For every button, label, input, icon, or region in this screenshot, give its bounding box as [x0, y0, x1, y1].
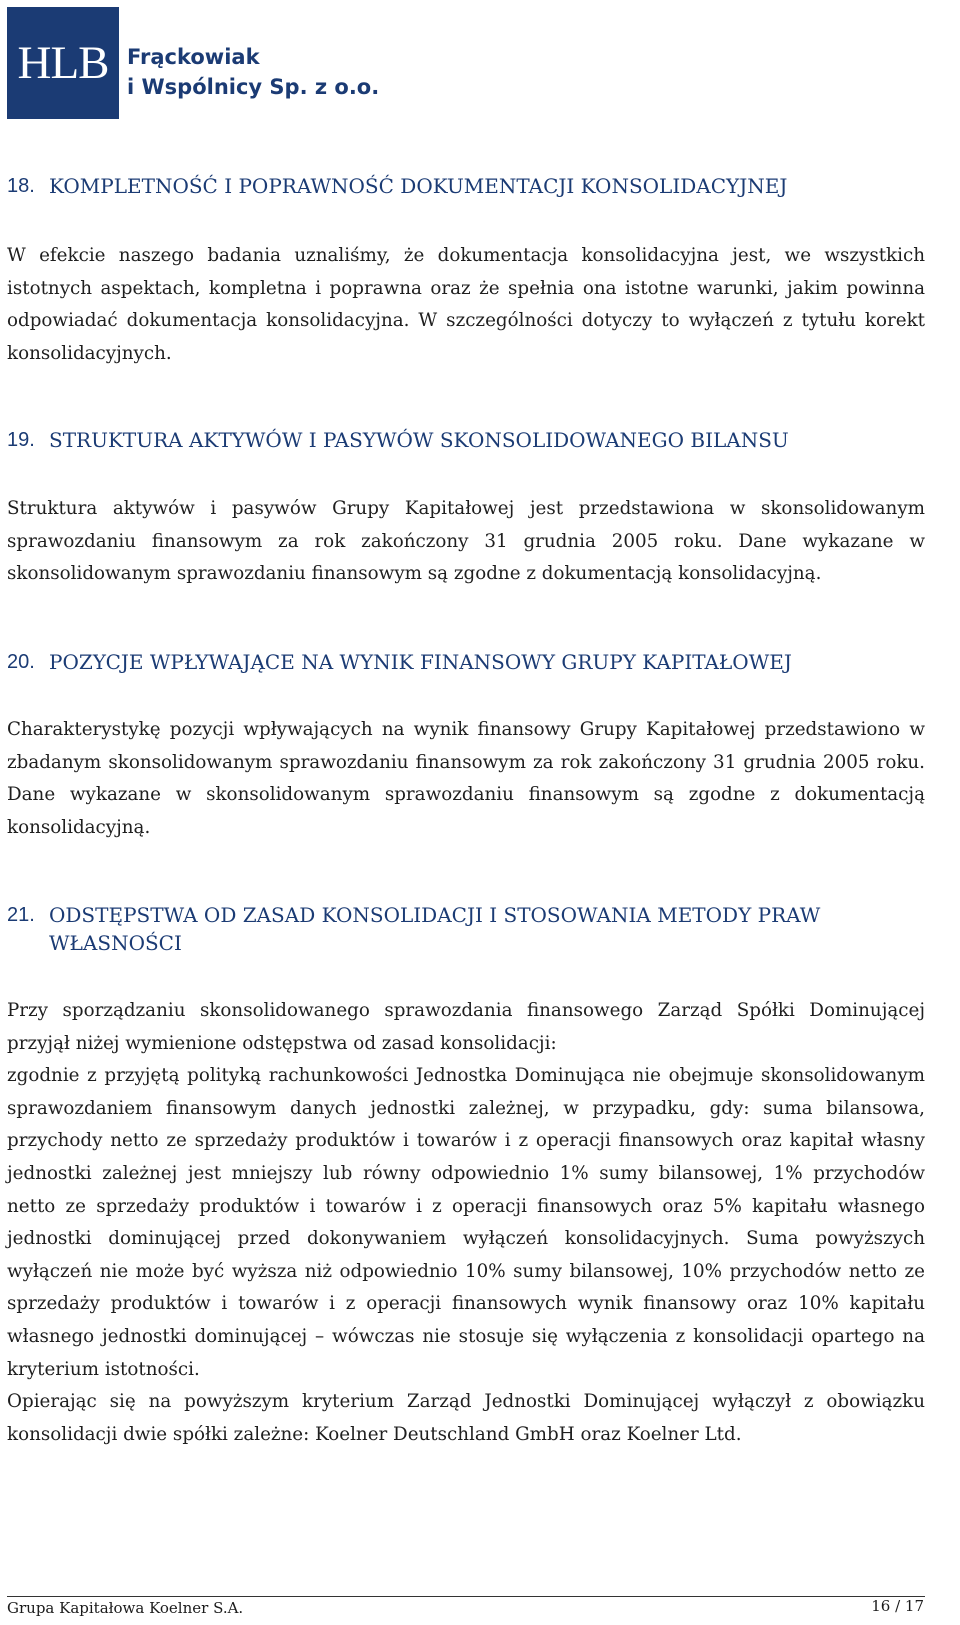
section-title: STRUKTURA AKTYWÓW I PASYWÓW SKONSOLIDOWANEGO BILANSU: [49, 428, 789, 452]
paragraph: Charakterystykę pozycji wpływających na wynik finansowy Grupy Kapitałowej przedstawiono w zbadanym skonsolidowanym sprawozdaniu finansowym za rok zakończony 31 grudnia 2005 roku. Dane wykazane w skonsolidowanym sprawozdaniu finansowym są zgodne z dokumentacją konsolidacyjną.: [7, 719, 925, 838]
section-number: 20.: [7, 651, 35, 673]
logo-mark: [7, 7, 119, 119]
footer-page-number: 16 / 17: [871, 1597, 924, 1615]
logo-wordmark: [127, 42, 379, 102]
paragraph: Struktura aktywów i pasywów Grupy Kapitałowej jest przedstawiona w skonsolidowanym sprawozdaniu finansowym za rok zakończony 31 grudnia 2005 roku. Dane wykazane w skonsolidowanym sprawozdaniu finansowym są zgodne z dokumentacją konsolidacyjną.: [7, 498, 925, 585]
section-title: KOMPLETNOŚĆ I POPRAWNOŚĆ DOKUMENTACJI KONSOLIDACYJNEJ: [49, 174, 788, 198]
paragraph: W efekcie naszego badania uznaliśmy, że dokumentacja konsolidacyjna jest, we wszystkich istotnych aspektach, kompletna i poprawna oraz że spełnia ona istotne warunki, jakim powinna odpowiadać dokumentacja konsolidacyjna. W szczególności dotyczy to wyłączeń z tytułu korekt konsolidacyjnych.: [7, 245, 925, 364]
section-title: POZYCJE WPŁYWAJĄCE NA WYNIK FINANSOWY GRUPY KAPITAŁOWEJ: [49, 650, 792, 674]
logo-mark-text: HLB: [17, 37, 109, 89]
section-number: 18.: [7, 175, 35, 197]
section-number: 21.: [7, 904, 35, 926]
paragraph: Przy sporządzaniu skonsolidowanego sprawozdania finansowego Zarząd Spółki Dominującej przyjął niżej wymienione odstępstwa od zasad konsolidacji:: [7, 1000, 925, 1054]
section-title: ODSTĘPSTWA OD ZASAD KONSOLIDACJI I STOSOWANIA METODY PRAW WŁASNOŚCI: [49, 903, 821, 955]
logo-line-1: Frąckowiak: [127, 45, 260, 69]
section-heading-20: [7, 648, 927, 676]
section-number: 19.: [7, 429, 35, 451]
company-logo: [7, 7, 379, 119]
section-21-body: [7, 995, 925, 1451]
paragraph: Opierając się na powyższym kryterium Zarząd Jednostki Dominującej wyłączył z obowiązku konsolidacji dwie spółki zależne: Koelner Deutschland GmbH oraz Koelner Ltd.: [7, 1391, 925, 1445]
logo-line-2: i Wspólnicy Sp. z o.o.: [127, 75, 380, 99]
paragraph: zgodnie z przyjętą polityką rachunkowości Jednostka Dominująca nie obejmuje skonsolidowanym sprawozdaniem finansowym danych jednostki zależnej, w przypadku, gdy: suma bilansowa, przychody netto ze sprzedaży produktów i towarów i z operacji finansowych oraz kapitał własny jednostki zależnej jest mniejszy lub równy odpowiednio 1% sumy bilansowej, 1% przychodów netto ze sprzedaży produktów i towarów i z operacji finansowych oraz 5% kapitału własnego jednostki dominującej przed dokonywaniem wyłączeń konsolidacyjnych. Suma powyższych wyłączeń nie może być wyższa niż odpowiednio 10% sumy bilansowej, 10% przychodów netto ze sprzedaży produktów i towarów i z operacji finansowych wynik finansowy oraz 10% kapitału własnego jednostki dominującej – wówczas nie stosuje się wyłączenia z konsolidacji opartego na kryterium istotności.: [7, 1065, 925, 1380]
section-heading-19: [7, 426, 927, 454]
section-heading-18: [7, 172, 927, 200]
footer-company: Grupa Kapitałowa Koelner S.A.: [7, 1599, 244, 1617]
footer-divider: [7, 1596, 925, 1597]
section-heading-21: [7, 901, 927, 957]
